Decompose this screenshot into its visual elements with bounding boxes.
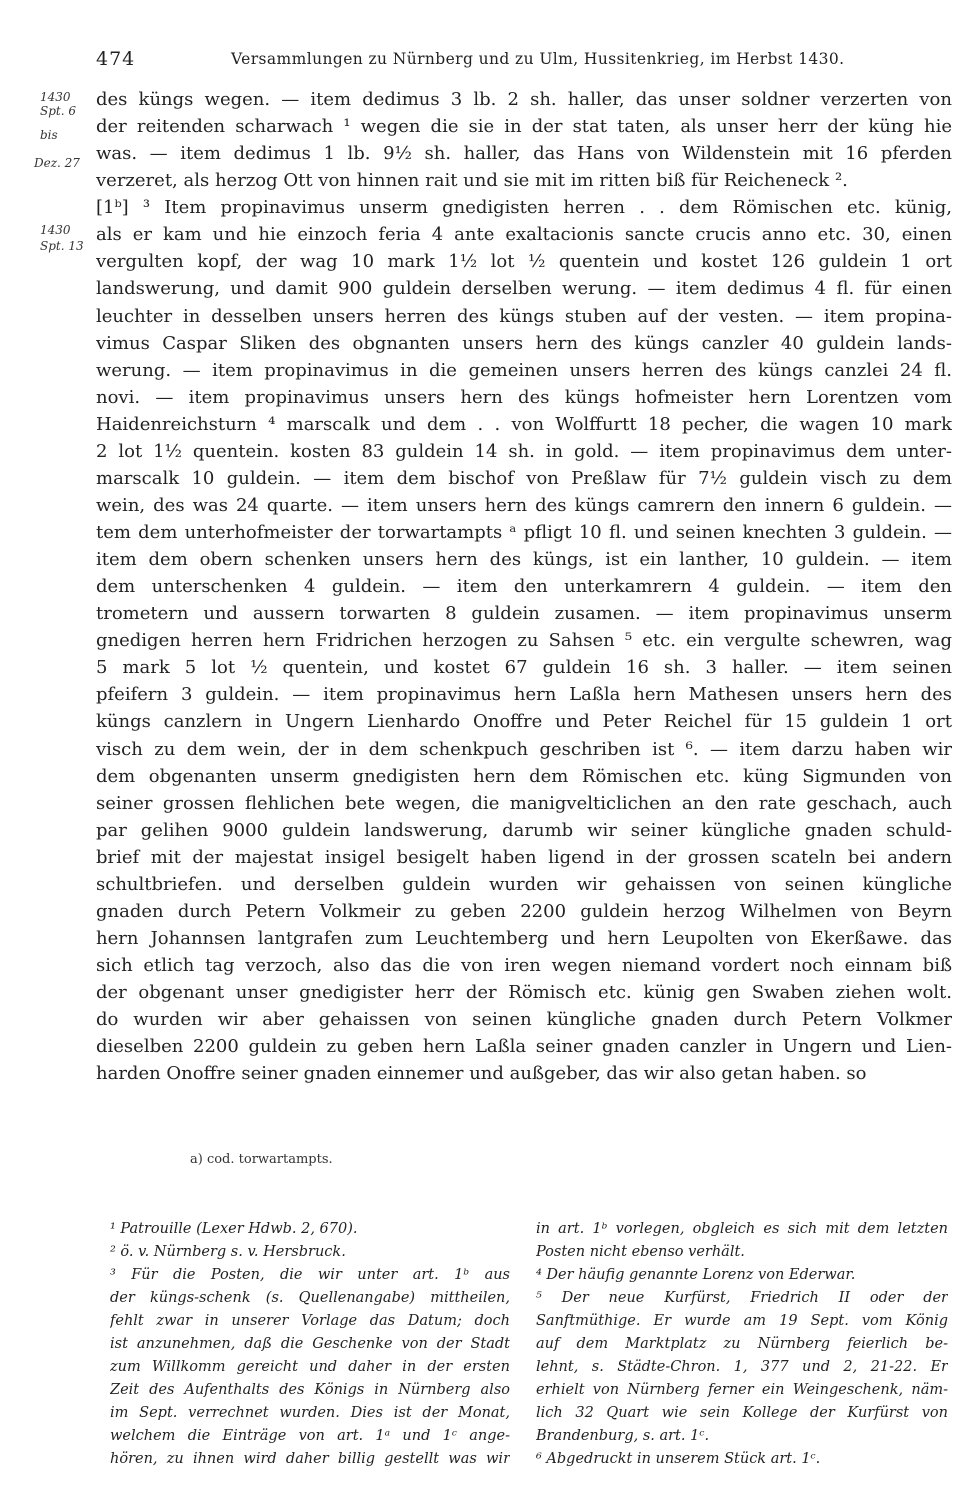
margin-note-bis: bis	[40, 128, 58, 142]
footnote-right-line: ⁵ Der neue Kurfürst, Friedrich II oder der	[536, 1290, 948, 1306]
footnote-left-line: hören, zu ihnen wird daher billig gestellt was wir	[110, 1451, 510, 1467]
body-line: brief mit der majestat insigel besigelt haben ligend in der grossen scateln bei andern	[96, 846, 952, 868]
footnote-left-line: zum Willkomm gereicht und daher in der ersten	[110, 1359, 510, 1375]
footnote-left-line: ist anzunehmen, daß die Geschenke von der Stadt	[110, 1336, 510, 1352]
footnote-left-line: ² ö. v. Nürnberg s. v. Hersbruck.	[110, 1244, 346, 1260]
body-line: verzeret, als herzog Ott von hinnen rait und sie mit im ritten biß für Reicheneck ².	[96, 170, 848, 192]
body-line: vimus Caspar Sliken des obgnanten unsers hern des küngs canzler 40 guldein lands-	[96, 332, 952, 354]
footnote-left-line: ¹ Patrouille (Lexer Hdwb. 2, 670).	[110, 1221, 358, 1237]
body-line: des küngs wegen. — item dedimus 3 lb. 2 sh. haller, das unser soldner verzerten von	[96, 89, 952, 110]
body-line: werung. — item propinavimus in die gemeinen unsers herren des küngs canzlei 24 fl.	[96, 359, 952, 381]
body-line: leuchter in desselben unsers herren des küngs stuben auf der vesten. — item propina-	[96, 305, 952, 327]
body-line: novi. — item propinavimus unsers hern des küngs hofmeister hern Lorentzen vom	[96, 386, 952, 408]
body-line: dieselben 2200 guldein zu geben hern Laßla seiner gnaden canzler in Ungern und Lien-	[96, 1036, 952, 1058]
body-line: gnaden durch Petern Volkmeir zu geben 2200 guldein herzog Wilhelmen von Beyrn	[96, 900, 952, 922]
body-line: vergulten kopf, der wag 10 mark 1½ lot ½ quentein und kostet 126 guldein 1 ort	[96, 251, 952, 273]
footnote-left-line: ³ Für die Posten, die wir unter art. 1ᵇ aus	[110, 1267, 510, 1283]
footnote-left-line: der küngs-schenk (s. Quellenangabe) mittheilen,	[110, 1290, 510, 1306]
footnotes-left-column	[110, 1218, 510, 1471]
footnote-right-line: lehnt, s. Städte-Chron. 1, 377 und 2, 21-22. Er	[536, 1359, 948, 1375]
footnote-right-line: erhielt von Nürnberg ferner ein Weingeschenk, näm-	[536, 1382, 948, 1398]
main-text	[96, 86, 952, 1087]
margin-note-year-2: 1430	[40, 223, 71, 237]
body-line: der obgenant unser gnedigister herr der Römisch etc. künig gen Swaben ziehen wolt.	[96, 982, 952, 1004]
body-line: 5 mark 5 lot ½ quentein, und kostet 67 guldein 16 sh. 3 haller. — item seinen	[96, 657, 952, 679]
footnote-right-line: ⁴ Der häufig genannte Lorenz von Ederwar.	[536, 1267, 856, 1283]
body-line: schultbriefen. und derselben guldein wurden wir gehaissen von seinen küngliche	[96, 873, 952, 895]
body-line: landswerung, und damit 900 guldein derselben werung. — item dedimus 4 fl. für einen	[96, 278, 952, 300]
body-line: sich etlich tag verzoch, also das die von iren wegen niemand vordert noch einnam biß	[96, 955, 952, 976]
body-line: küngs canzlern in Ungern Lienhardo Onoffre und Peter Reichel für 15 guldein 1 ort	[96, 711, 952, 733]
body-line: trometern und aussern torwarten 8 guldein zusamen. — item propinavimus unserm	[96, 603, 952, 625]
footnote-right-line: ⁶ Abgedruckt in unserem Stück art. 1ᶜ.	[536, 1451, 821, 1467]
body-line: par gelihen 9000 guldein landswerung, darumb wir seiner küngliche gnaden schuld-	[96, 819, 952, 841]
margin-note-year: 1430	[40, 90, 71, 104]
body-line: hern Johannsen lantgrafen zum Leuchtemberg und hern Leupolten von Ekerßawe. das	[96, 927, 952, 949]
variant-note: a) cod. torwartampts.	[190, 1152, 333, 1167]
body-line: item dem obern schenken unsers hern des küngs, ist ein lanther, 10 guldein. — item	[96, 549, 952, 571]
body-line: 2 lot 1½ quentein. kosten 83 guldein 14 sh. in gold. — item propinavimus dem unter-	[96, 440, 952, 462]
body-line: dem unterschenken 4 guldein. — item den unterkamrern 4 guldein. — item den	[96, 576, 952, 598]
footnotes-right-column	[536, 1218, 948, 1471]
footnote-right-line: auf dem Marktplatz zu Nürnberg feierlich be-	[536, 1336, 948, 1352]
footnote-left-line: fehlt zwar in unserer Vorlage das Datum; doch	[110, 1313, 510, 1329]
margin-note-date-2: Spt. 13	[40, 239, 84, 253]
body-line: [1ᵇ] ³ Item propinavimus unserm gnedigisten herren . . dem Römischen etc. künig,	[96, 197, 952, 219]
body-line: harden Onoffre seiner gnaden einnemer und außgeber, das wir also getan haben. so	[96, 1063, 867, 1085]
body-line: do wurden wir aber gehaissen von seinen küngliche gnaden durch Petern Volkmer	[96, 1009, 952, 1031]
footnote-left-line: welchem die Einträge von art. 1ᵃ und 1ᶜ ange-	[110, 1428, 510, 1444]
footnote-right-line: in art. 1ᵇ vorlegen, obgleich es sich mit dem letzten	[536, 1221, 948, 1237]
body-line: wein, des was 24 quarte. — item unsers hern des küngs camrern den innern 6 guldein. —	[96, 494, 952, 516]
margin-note-date-start: Spt. 6	[40, 104, 76, 118]
footnote-right-line: Posten nicht ebenso verhält.	[536, 1244, 745, 1260]
body-line: seiner grossen flehlichen bete wegen, die manigvelticlichen an den rate geschach, auch	[96, 792, 952, 814]
body-line: der reitenden scharwach ¹ wegen die sie in der stat taten, als unser herr der küng hie	[96, 116, 952, 138]
footnote-left-line: Zeit des Aufenthalts des Königs in Nürnberg also	[110, 1382, 510, 1398]
margin-note-date-end: Dez. 27	[34, 156, 80, 170]
body-line: als er kam und hie einzoch feria 4 ante exaltacionis sancte crucis anno etc. 30, einen	[96, 224, 952, 246]
body-line: pfeifern 3 guldein. — item propinavimus hern Laßla hern Mathesen unsers hern des	[96, 684, 952, 706]
body-line: Haidenreichsturn ⁴ marscalk und dem . . von Wolffurtt 18 pecher, die wagen 10 mark	[96, 413, 952, 435]
body-line: was. — item dedimus 1 lb. 9½ sh. haller, das Hans von Wildenstein mit 16 pferden	[96, 143, 952, 165]
body-line: gnedigen herren hern Fridrichen herzogen zu Sahsen ⁵ etc. ein vergulte schewren, wag	[96, 630, 952, 652]
running-title: Versammlungen zu Nürnberg und zu Ulm, Hussitenkrieg, im Herbst 1430.	[231, 50, 845, 68]
body-line: visch zu dem wein, der in dem schenkpuch geschriben ist ⁶. — item darzu haben wir	[96, 738, 952, 760]
footnote-right-line: Sanftmüthige. Er wurde am 19 Sept. vom König	[536, 1313, 948, 1329]
page-header	[96, 48, 946, 74]
body-line: dem obgenanten unserm gnedigisten hern dem Römischen etc. küng Sigmunden von	[96, 765, 952, 787]
body-line: marscalk 10 guldein. — item dem bischof von Preßlaw für 7½ guldein visch zu dem	[96, 467, 952, 489]
footnote-right-line: Brandenburg, s. art. 1ᶜ.	[536, 1428, 710, 1444]
footnote-left-line: im Sept. verrechnet wurden. Dies ist der Monat,	[110, 1405, 510, 1421]
body-line: tem dem unterhofmeister der torwartampts ᵃ pfligt 10 fl. und seinen knechten 3 guldein. —	[96, 522, 952, 543]
footnote-right-line: lich 32 Quart wie sein Kollege der Kurfürst von	[536, 1405, 948, 1421]
page-number: 474	[96, 48, 136, 70]
